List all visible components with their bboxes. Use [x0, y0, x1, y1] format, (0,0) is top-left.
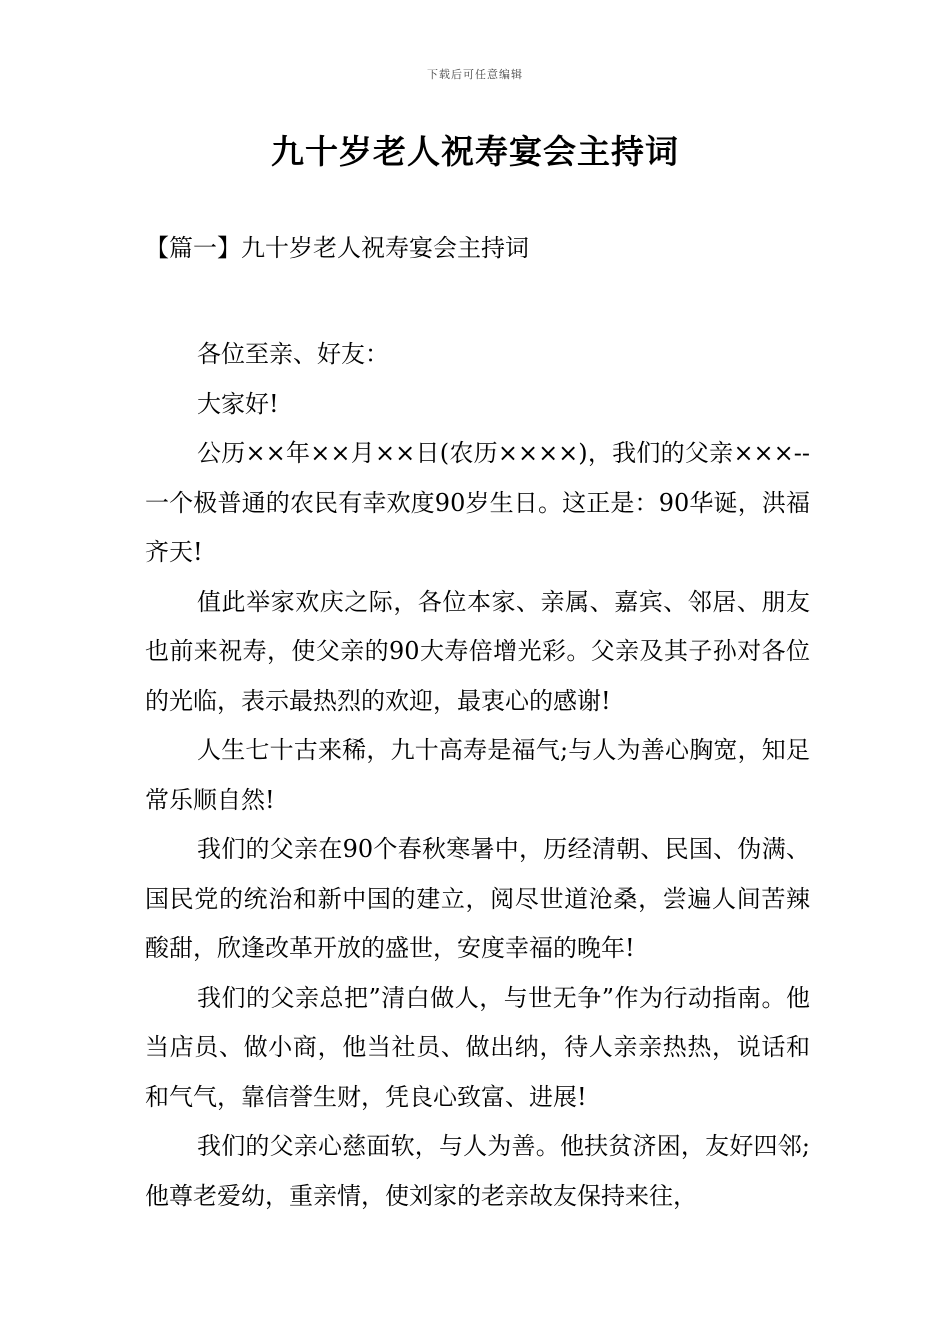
- body-paragraph: 值此举家欢庆之际，各位本家、亲属、嘉宾、邻居、朋友也前来祝寿，使父亲的90大寿倍增光彩。父亲及其子孙对各位的光临，表示最热烈的欢迎，最衷心的感谢!: [145, 587, 810, 715]
- body-paragraph: 我们的父亲心慈面软，与人为善。他扶贫济困，友好四邻;他尊老爱幼，重亲情，使刘家的老亲故友保持来往，: [145, 1132, 810, 1210]
- header-note: 下载后可任意编辑: [427, 68, 523, 81]
- body-paragraph: 我们的父亲总把”清白做人，与世无争”作为行动指南。他当店员、做小商，他当社员、做出纳，待人亲亲热热，说话和和气气，靠信誉生财，凭良心致富、进展!: [145, 983, 810, 1111]
- document-body: [145, 330, 810, 1221]
- greeting-paragraph: 大家好!: [197, 389, 279, 418]
- body-paragraph: 公历××年××月××日(农历××××)，我们的父亲×××--一个极普通的农民有幸欢度90岁生日。这正是：90华诞，洪福齐天!: [145, 439, 810, 566]
- body-paragraph: 人生七十古来稀，九十高寿是福气;与人为善心胸宽，知足常乐顺自然!: [145, 736, 810, 814]
- body-paragraph: 我们的父亲在90个春秋寒暑中，历经清朝、民国、伪满、国民党的统治和新中国的建立，阅尽世道沧桑，尝遍人间苦辣酸甜，欣逢改革开放的盛世，安度幸福的晚年!: [145, 835, 810, 962]
- document-title: 九十岁老人祝寿宴会主持词: [271, 132, 679, 171]
- salutation-paragraph: 各位至亲、好友：: [197, 340, 389, 368]
- section-heading: 【篇一】九十岁老人祝寿宴会主持词: [145, 234, 529, 262]
